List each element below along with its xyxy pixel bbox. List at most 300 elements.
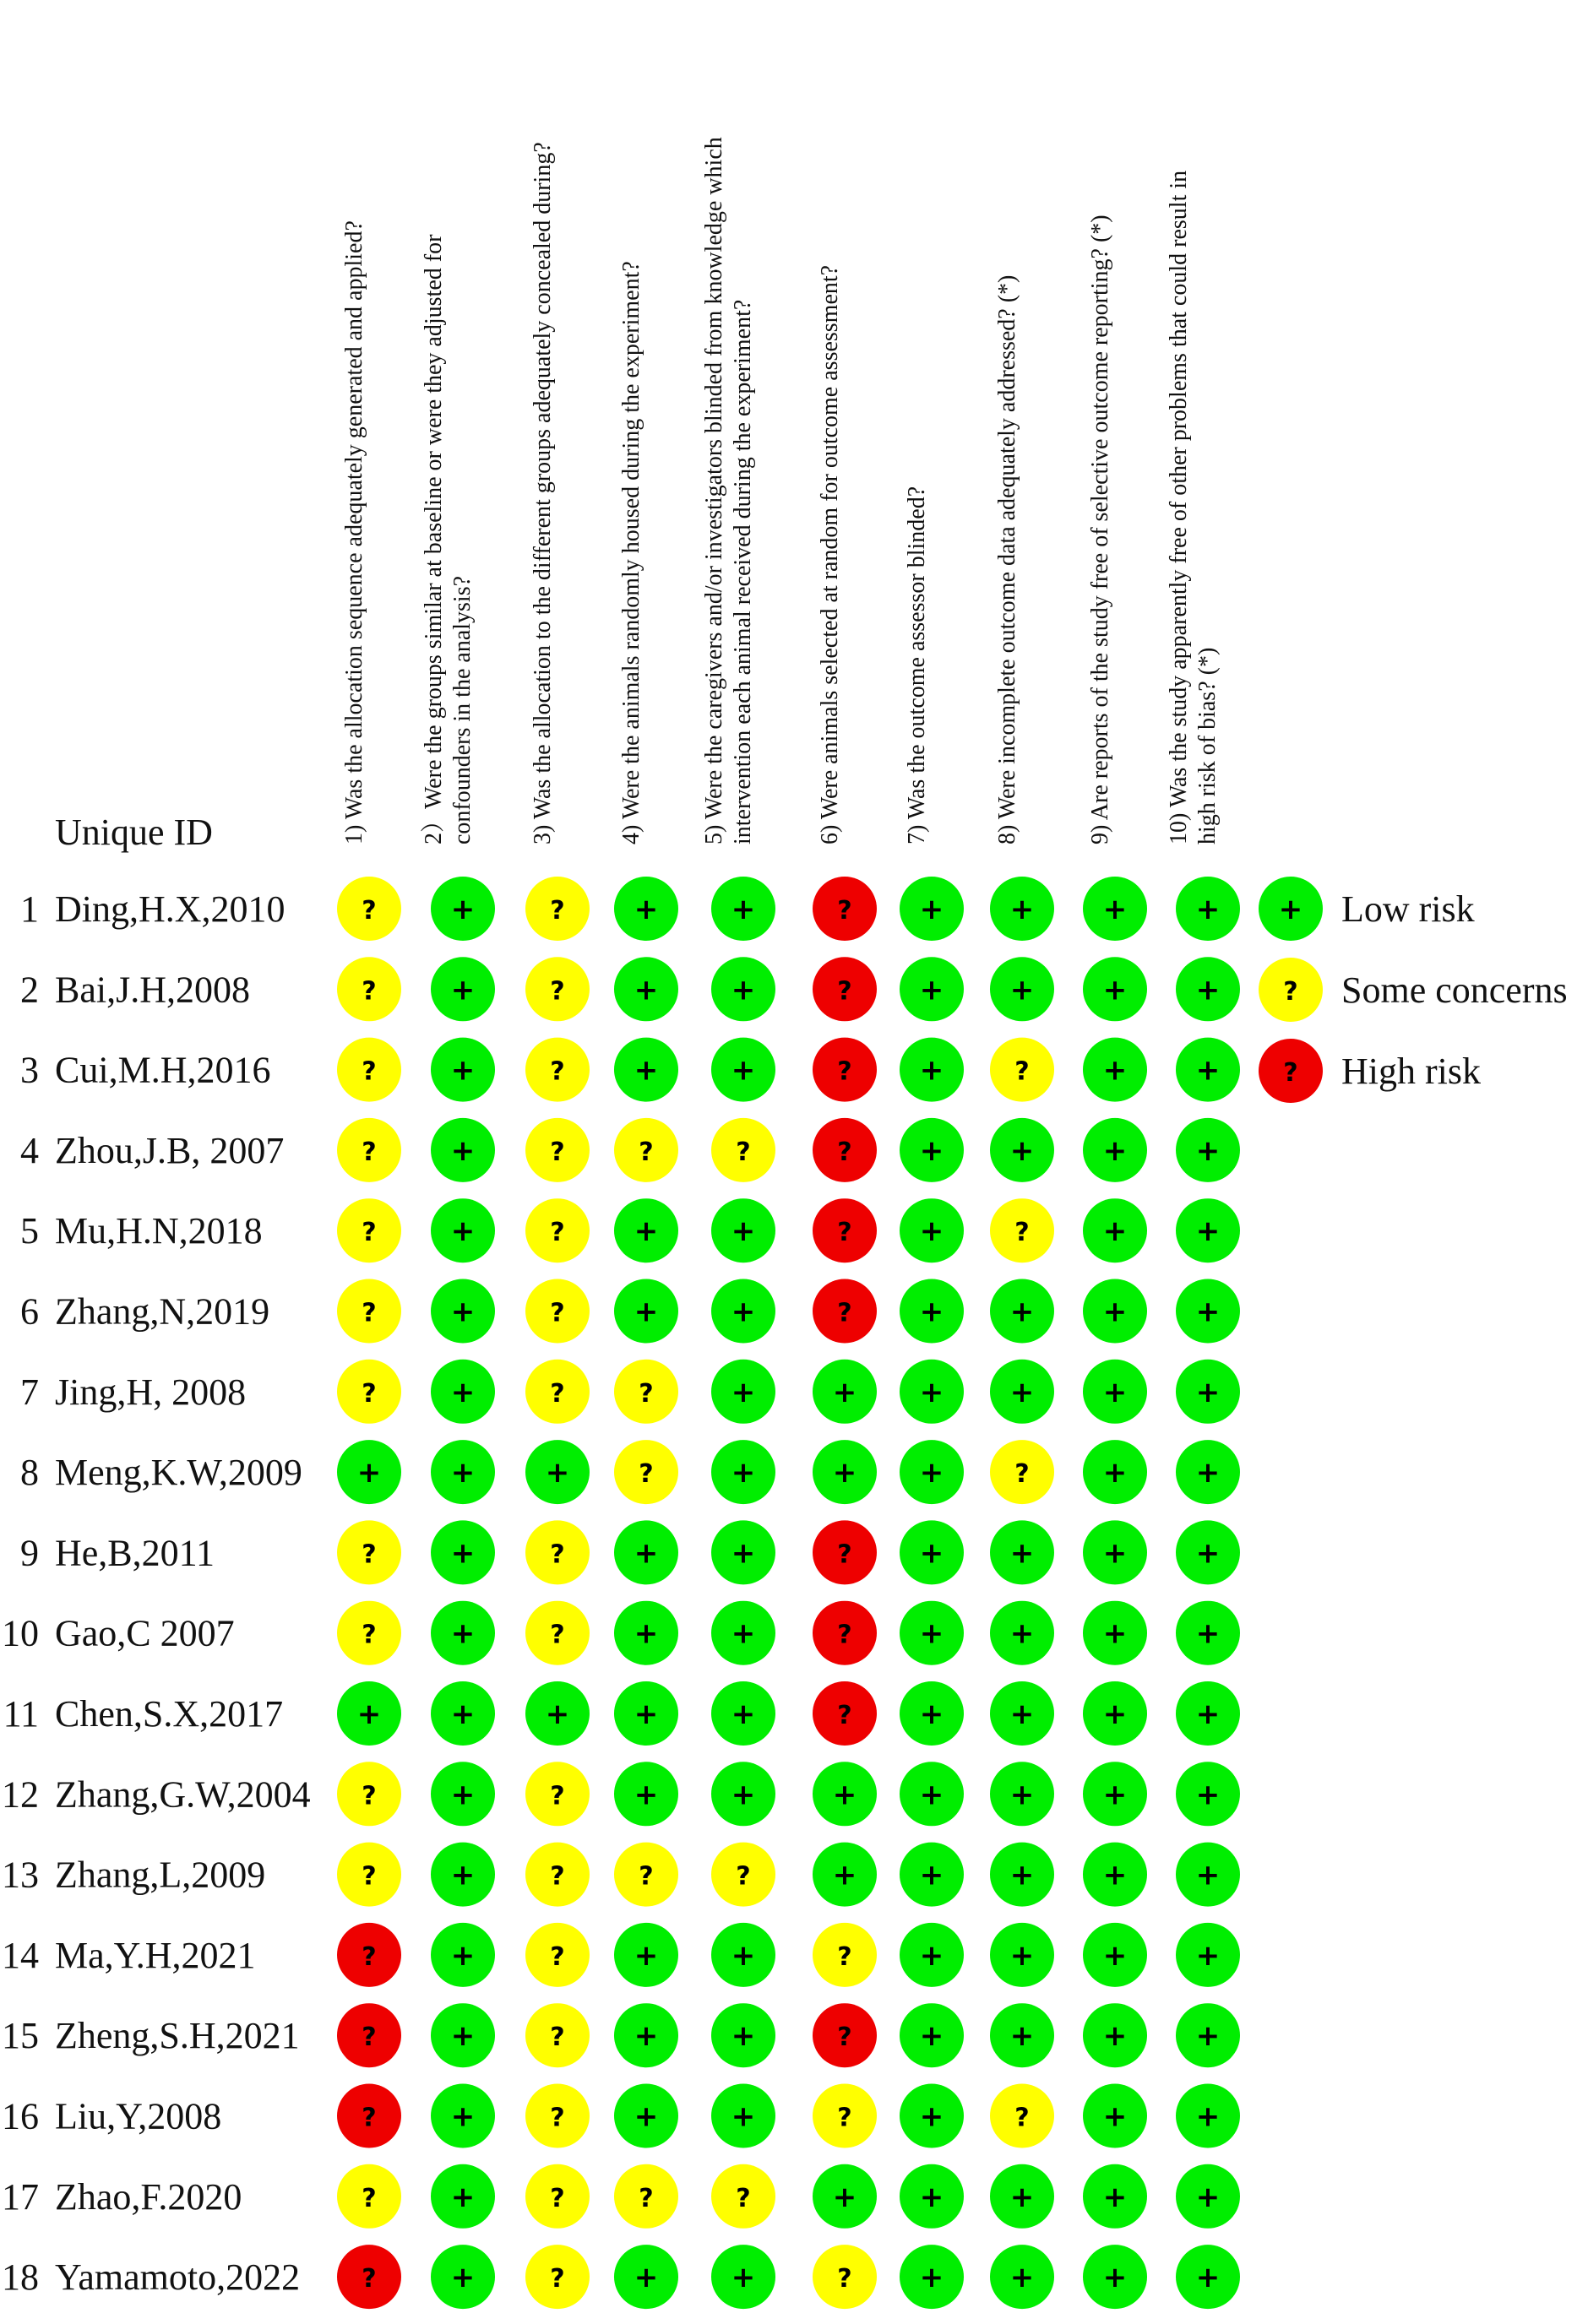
rating-cell-r17-q10 (1176, 2164, 1240, 2229)
rating-cell-r4-q5 (711, 1118, 775, 1182)
rating-symbol: ? (837, 1218, 852, 1248)
rating-cell-r6-q2 (431, 1279, 495, 1344)
rating-cell-r15-q9 (1083, 2003, 1147, 2067)
rating-symbol: ? (550, 1861, 565, 1892)
question-header-10: 10) Was the study apparently free of other problems that could result in (1166, 170, 1192, 844)
rating-cell-r8-q10 (1176, 1440, 1240, 1504)
rating-symbol: + (1009, 1938, 1035, 1973)
rating-symbol: + (1102, 1295, 1128, 1329)
study-number: 16 (2, 2095, 39, 2137)
rating-cell-r6-q1 (337, 1279, 401, 1344)
rating-symbol: ? (362, 2183, 377, 2213)
study-number: 2 (20, 969, 39, 1011)
rating-symbol: + (1195, 1375, 1221, 1409)
rating-cell-r5-q2 (431, 1198, 495, 1262)
rating-symbol: + (1195, 1778, 1221, 1812)
rating-symbol: ? (639, 1137, 654, 1167)
rating-cell-r15-q10 (1176, 2003, 1240, 2067)
rating-cell-r11-q6 (813, 1681, 877, 1746)
study-id: Yamamoto,2022 (55, 2256, 301, 2299)
rating-symbol: + (634, 1053, 659, 1088)
rating-cell-r5-q9 (1083, 1198, 1147, 1262)
rating-symbol: + (1009, 1133, 1035, 1168)
rating-symbol: + (450, 1456, 476, 1491)
rating-cell-r16-q2 (431, 2084, 495, 2148)
rating-cell-r7-q8 (990, 1360, 1054, 1424)
rating-symbol: + (832, 1778, 857, 1812)
rating-symbol: + (919, 1456, 944, 1491)
rating-symbol: + (634, 1536, 659, 1571)
rating-cell-r11-q4 (614, 1681, 678, 1746)
rating-cell-r14-q4 (614, 1923, 678, 1987)
rating-cell-r17-q1 (337, 2164, 401, 2229)
rating-cell-r16-q5 (711, 2084, 775, 2148)
rating-symbol: + (1195, 1536, 1221, 1571)
rating-symbol: ? (362, 1861, 377, 1892)
rating-symbol: + (1009, 893, 1035, 926)
rating-symbol: ? (837, 1941, 852, 1972)
rating-cell-r16-q6 (813, 2084, 877, 2148)
rating-cell-r10-q5 (711, 1601, 775, 1665)
rating-cell-r18-q5 (711, 2245, 775, 2309)
rating-cell-r1-q8 (990, 877, 1054, 941)
rating-symbol: + (450, 2261, 476, 2295)
rating-symbol: ? (639, 1378, 654, 1409)
rating-cell-r6-q8 (990, 1279, 1054, 1344)
rating-cell-r7-q4 (614, 1360, 678, 1424)
rating-symbol: + (1195, 1214, 1221, 1249)
rating-symbol: + (450, 1536, 476, 1571)
rating-cell-r8-q1 (337, 1440, 401, 1504)
rating-cell-r12-q10 (1176, 1762, 1240, 1826)
rating-symbol: + (545, 1697, 570, 1731)
rating-cell-r4-q9 (1083, 1118, 1147, 1182)
rating-symbol: + (731, 1778, 756, 1812)
rating-cell-r15-q3 (525, 2003, 590, 2067)
rating-cell-r13-q6 (813, 1843, 877, 1907)
study-id: Zhang,G.W,2004 (55, 1773, 311, 1816)
rating-cell-r10-q1 (337, 1601, 401, 1665)
rating-cell-r9-q5 (711, 1520, 775, 1584)
rating-symbol: + (919, 1536, 944, 1571)
rating-symbol: ? (736, 1137, 751, 1167)
rating-cell-r4-q2 (431, 1118, 495, 1182)
study-id: Mu,H.N,2018 (55, 1210, 263, 1252)
rating-cell-r18-q3 (525, 2245, 590, 2309)
rating-cell-r3-q2 (431, 1038, 495, 1102)
rating-symbol: + (1009, 2180, 1035, 2214)
rating-cell-r14-q8 (990, 1923, 1054, 1987)
rating-cell-r12-q5 (711, 1762, 775, 1826)
rating-cell-r13-q5 (711, 1843, 775, 1907)
rating-symbol: + (1195, 2261, 1221, 2295)
study-number: 12 (2, 1773, 39, 1816)
rating-symbol: + (919, 2180, 944, 2214)
study-number: 9 (20, 1532, 39, 1574)
study-number: 7 (20, 1371, 39, 1413)
rating-symbol: ? (362, 1620, 377, 1650)
rating-symbol: ? (362, 1781, 377, 1811)
rating-cell-r10-q10 (1176, 1601, 1240, 1665)
rating-symbol: + (1102, 973, 1128, 1007)
rating-symbol: + (1195, 1295, 1221, 1329)
rating-symbol: + (1195, 1858, 1221, 1892)
rating-symbol: + (1195, 1053, 1221, 1088)
study-id: Ding,H.X,2010 (55, 888, 286, 930)
rating-cell-r10-q3 (525, 1601, 590, 1665)
rating-cell-r10-q4 (614, 1601, 678, 1665)
rating-cell-r3-q5 (711, 1038, 775, 1102)
rating-symbol: + (1102, 1053, 1128, 1088)
rating-symbol: ? (362, 1137, 377, 1167)
rating-cell-r17-q2 (431, 2164, 495, 2229)
rating-symbol: + (634, 2099, 659, 2134)
rating-symbol: ? (837, 2023, 852, 2053)
rating-symbol: + (731, 973, 756, 1007)
legend-label: Low risk (1341, 888, 1475, 930)
rating-cell-r4-q3 (525, 1118, 590, 1182)
study-number: 13 (2, 1854, 39, 1896)
rating-cell-r2-q5 (711, 957, 775, 1021)
study-id: Meng,K.W,2009 (55, 1452, 302, 1494)
rating-symbol: ? (837, 2264, 852, 2294)
rating-cell-r16-q9 (1083, 2084, 1147, 2148)
rating-symbol: ? (736, 2183, 751, 2213)
rating-cell-r6-q10 (1176, 1279, 1240, 1344)
rating-cell-r8-q3 (525, 1440, 590, 1504)
rating-symbol: ? (550, 2264, 565, 2294)
rating-symbol: + (1195, 2019, 1221, 2054)
rating-symbol: + (1102, 1375, 1128, 1409)
rating-symbol: ? (550, 1781, 565, 1811)
rating-cell-r3-q6 (813, 1038, 877, 1102)
rating-cell-r9-q6 (813, 1520, 877, 1584)
rating-symbol: + (731, 1456, 756, 1491)
study-id: Chen,S.X,2017 (55, 1693, 284, 1735)
rating-cell-r8-q6 (813, 1440, 877, 1504)
rating-cell-r5-q3 (525, 1198, 590, 1262)
rating-symbol: + (919, 2261, 944, 2295)
rating-cell-r1-q9 (1083, 877, 1147, 941)
rating-symbol: ? (362, 1298, 377, 1328)
rating-cell-r12-q2 (431, 1762, 495, 1826)
legend-swatch-H (1259, 1039, 1323, 1103)
legend-label: Some concerns (1341, 969, 1568, 1011)
rating-symbol: + (832, 2180, 857, 2214)
study-number: 3 (20, 1049, 39, 1091)
rating-symbol: ? (550, 1539, 565, 1570)
rating-symbol: + (731, 1616, 756, 1651)
rating-cell-r17-q7 (900, 2164, 964, 2229)
study-number: 6 (20, 1290, 39, 1333)
rating-cell-r13-q7 (900, 1843, 964, 1907)
rating-symbol: + (1009, 1375, 1035, 1409)
rating-symbol: + (1195, 2180, 1221, 2214)
rating-symbol: + (1195, 1938, 1221, 1973)
rating-cell-r11-q10 (1176, 1681, 1240, 1746)
rating-cell-r15-q4 (614, 2003, 678, 2067)
rating-symbol: + (450, 1858, 476, 1892)
rating-cell-r8-q7 (900, 1440, 964, 1504)
rating-cell-r1-q6 (813, 877, 877, 941)
rating-symbol: ? (550, 1056, 565, 1087)
question-header-3: 3) Was the allocation to the different groups adequately concealed during? (530, 142, 556, 844)
rating-cell-r15-q5 (711, 2003, 775, 2067)
study-id: He,B,2011 (55, 1532, 215, 1574)
rating-cell-r16-q1 (337, 2084, 401, 2148)
rating-symbol: ? (1014, 1459, 1030, 1490)
rating-cell-r13-q1 (337, 1843, 401, 1907)
rating-symbol: + (1102, 2019, 1128, 2054)
rating-cell-r9-q2 (431, 1520, 495, 1584)
rating-symbol: ? (362, 1378, 377, 1409)
rating-symbol: ? (1283, 1058, 1298, 1088)
rating-symbol: ? (1014, 1218, 1030, 1248)
study-number: 14 (2, 1934, 39, 1976)
rating-cell-r6-q9 (1083, 1279, 1147, 1344)
rating-symbol: ? (837, 1298, 852, 1328)
study-number: 18 (2, 2256, 39, 2299)
rating-symbol: + (1102, 1778, 1128, 1812)
study-id: Ma,Y.H,2021 (55, 1934, 256, 1976)
rating-symbol: + (450, 1778, 476, 1812)
rating-symbol: + (1195, 893, 1221, 926)
rating-cell-r11-q9 (1083, 1681, 1147, 1746)
rating-cell-r16-q7 (900, 2084, 964, 2148)
rating-cell-r5-q5 (711, 1198, 775, 1262)
rating-cell-r3-q10 (1176, 1038, 1240, 1102)
rating-cell-r1-q4 (614, 877, 678, 941)
rating-symbol: ? (362, 1218, 377, 1248)
rating-cell-r18-q4 (614, 2245, 678, 2309)
rating-cell-r17-q6 (813, 2164, 877, 2229)
rating-symbol: + (450, 1295, 476, 1329)
rating-cell-r16-q3 (525, 2084, 590, 2148)
rating-symbol: + (919, 1375, 944, 1409)
rating-symbol: + (450, 1053, 476, 1088)
rating-cell-r11-q3 (525, 1681, 590, 1746)
rating-cell-r12-q1 (337, 1762, 401, 1826)
rating-cell-r1-q3 (525, 877, 590, 941)
study-number: 4 (20, 1129, 39, 1171)
legend-label: High risk (1341, 1051, 1481, 1092)
study-number: 1 (20, 888, 39, 930)
rating-cell-r10-q2 (431, 1601, 495, 1665)
rating-cell-r17-q8 (990, 2164, 1054, 2229)
rating-symbol: + (450, 1133, 476, 1168)
rating-symbol: + (1009, 1778, 1035, 1812)
rating-cell-r15-q7 (900, 2003, 964, 2067)
rating-symbol: + (634, 1616, 659, 1651)
rating-symbol: + (1195, 2099, 1221, 2134)
question-header-4: 4) Were the animals randomly housed during the experiment? (618, 261, 644, 844)
rating-cell-r2-q2 (431, 957, 495, 1021)
study-number: 10 (2, 1612, 39, 1654)
rating-cell-r6-q7 (900, 1279, 964, 1344)
rating-symbol: + (1009, 1295, 1035, 1329)
question-header-6: 6) Were animals selected at random for outcome assessment? (817, 264, 843, 844)
rating-symbol: + (1102, 2261, 1128, 2295)
question-header-1: 1) Was the allocation sequence adequately generated and applied? (341, 220, 367, 844)
rating-cell-r1-q7 (900, 877, 964, 941)
rating-symbol: + (1195, 973, 1221, 1007)
rating-symbol: + (450, 1938, 476, 1973)
question-header-2: 2）Were the groups similar at baseline or were they adjusted for (421, 234, 447, 844)
rating-symbol: + (450, 893, 476, 926)
rating-cell-r12-q6 (813, 1762, 877, 1826)
rating-symbol: + (356, 1456, 382, 1491)
rating-cell-r7-q7 (900, 1360, 964, 1424)
rating-symbol: + (1195, 1456, 1221, 1491)
rating-cell-r10-q9 (1083, 1601, 1147, 1665)
rating-symbol: + (450, 2019, 476, 2054)
question-header-2: confounders in the analysis? (449, 575, 476, 844)
rating-symbol: ? (362, 976, 377, 1007)
rating-symbol: + (634, 1778, 659, 1812)
rating-cell-r14-q9 (1083, 1923, 1147, 1987)
rating-cell-r5-q6 (813, 1198, 877, 1262)
question-header-7: 7) Was the outcome assessor blinded? (904, 486, 930, 844)
rating-symbol: ? (550, 1620, 565, 1650)
rating-cell-r1-q2 (431, 877, 495, 941)
rating-symbol: + (919, 1778, 944, 1812)
rating-cell-r3-q9 (1083, 1038, 1147, 1102)
rating-cell-r12-q4 (614, 1762, 678, 1826)
rating-symbol: ? (837, 1701, 852, 1730)
rating-symbol: + (1102, 1938, 1128, 1973)
rating-symbol: + (731, 1214, 756, 1249)
rating-cell-r5-q8 (990, 1198, 1054, 1262)
rating-cell-r9-q7 (900, 1520, 964, 1584)
rating-symbol: + (634, 2019, 659, 2054)
rating-symbol: + (1195, 1133, 1221, 1168)
rating-symbol: ? (837, 976, 852, 1007)
rating-cell-r4-q10 (1176, 1118, 1240, 1182)
rating-symbol: + (919, 1616, 944, 1651)
rating-symbol: + (634, 1214, 659, 1249)
rating-symbol: + (731, 2019, 756, 2054)
rating-symbol: + (1009, 1697, 1035, 1731)
legend-swatch-S (1259, 958, 1323, 1022)
rating-cell-r7-q2 (431, 1360, 495, 1424)
rating-cell-r18-q2 (431, 2245, 495, 2309)
rating-symbol: + (919, 1133, 944, 1168)
rating-symbol: + (731, 1938, 756, 1973)
rating-cell-r5-q4 (614, 1198, 678, 1262)
rating-cell-r13-q2 (431, 1843, 495, 1907)
rating-symbol: + (832, 1456, 857, 1491)
rating-cell-r6-q6 (813, 1279, 877, 1344)
rating-symbol: ? (550, 1378, 565, 1409)
rating-cell-r2-q3 (525, 957, 590, 1021)
rating-symbol: + (919, 1214, 944, 1249)
rating-symbol: + (919, 1938, 944, 1973)
rating-symbol: + (919, 2019, 944, 2054)
row-header: Unique ID (55, 812, 213, 853)
rating-cell-r7-q10 (1176, 1360, 1240, 1424)
rating-cell-r13-q4 (614, 1843, 678, 1907)
rating-cell-r17-q3 (525, 2164, 590, 2229)
rating-symbol: + (634, 973, 659, 1007)
rating-symbol: + (1009, 1858, 1035, 1892)
rating-cell-r8-q5 (711, 1440, 775, 1504)
rating-symbol: ? (837, 1539, 852, 1570)
rating-cell-r16-q8 (990, 2084, 1054, 2148)
study-id: Zhang,L,2009 (55, 1854, 266, 1896)
rating-symbol: + (731, 1295, 756, 1329)
study-number: 15 (2, 2015, 39, 2057)
rating-cell-r13-q9 (1083, 1843, 1147, 1907)
rating-cell-r14-q5 (711, 1923, 775, 1987)
rating-symbol: + (919, 973, 944, 1007)
rating-cell-r15-q6 (813, 2003, 877, 2067)
rating-symbol: + (1195, 1697, 1221, 1731)
study-id: Gao,C 2007 (55, 1612, 235, 1654)
rating-symbol: + (634, 1697, 659, 1731)
rating-cell-r2-q4 (614, 957, 678, 1021)
study-number: 17 (2, 2175, 39, 2218)
rating-symbol: + (919, 2099, 944, 2134)
rating-symbol: + (450, 1697, 476, 1731)
rating-cell-r10-q6 (813, 1601, 877, 1665)
rating-cell-r2-q8 (990, 957, 1054, 1021)
rating-symbol: ? (362, 2023, 377, 2053)
rating-symbol: + (919, 1053, 944, 1088)
rating-cell-r18-q6 (813, 2245, 877, 2309)
rating-cell-r9-q3 (525, 1520, 590, 1584)
study-id: Bai,J.H,2008 (55, 969, 250, 1011)
rating-cell-r7-q9 (1083, 1360, 1147, 1424)
rating-cell-r15-q1 (337, 2003, 401, 2067)
rating-cell-r3-q3 (525, 1038, 590, 1102)
rating-cell-r11-q1 (337, 1681, 401, 1746)
rating-symbol: ? (362, 896, 377, 926)
rating-symbol: ? (639, 1861, 654, 1892)
rating-cell-r9-q4 (614, 1520, 678, 1584)
study-id: Zhao,F.2020 (55, 2175, 242, 2218)
rating-cell-r14-q3 (525, 1923, 590, 1987)
rating-symbol: ? (362, 2103, 377, 2133)
rating-symbol: + (1195, 1616, 1221, 1651)
rating-cell-r18-q1 (337, 2245, 401, 2309)
rating-cell-r14-q1 (337, 1923, 401, 1987)
rating-symbol: ? (550, 976, 565, 1007)
rating-cell-r1-q5 (711, 877, 775, 941)
rating-cell-r12-q9 (1083, 1762, 1147, 1826)
rating-cell-r17-q5 (711, 2164, 775, 2229)
rating-cell-r3-q1 (337, 1038, 401, 1102)
rating-cell-r6-q5 (711, 1279, 775, 1344)
rating-cell-r11-q2 (431, 1681, 495, 1746)
rating-cell-r11-q7 (900, 1681, 964, 1746)
rating-symbol: + (1102, 1456, 1128, 1491)
rating-cell-r2-q10 (1176, 957, 1240, 1021)
rating-symbol: ? (837, 1620, 852, 1650)
rating-cell-r9-q1 (337, 1520, 401, 1584)
rating-cell-r14-q2 (431, 1923, 495, 1987)
rating-cell-r14-q7 (900, 1923, 964, 1987)
rating-cell-r7-q6 (813, 1360, 877, 1424)
rating-cell-r13-q10 (1176, 1843, 1240, 1907)
rating-cell-r18-q9 (1083, 2245, 1147, 2309)
question-header-5: 5) Were the caregivers and/or investigators blinded from knowledge which (701, 137, 727, 844)
rating-cell-r18-q10 (1176, 2245, 1240, 2309)
rating-cell-r14-q6 (813, 1923, 877, 1987)
rating-symbol: + (731, 1053, 756, 1088)
rating-symbol: ? (550, 1298, 565, 1328)
question-header-10: high risk of bias? (*) (1194, 647, 1221, 844)
rating-cell-r2-q6 (813, 957, 877, 1021)
